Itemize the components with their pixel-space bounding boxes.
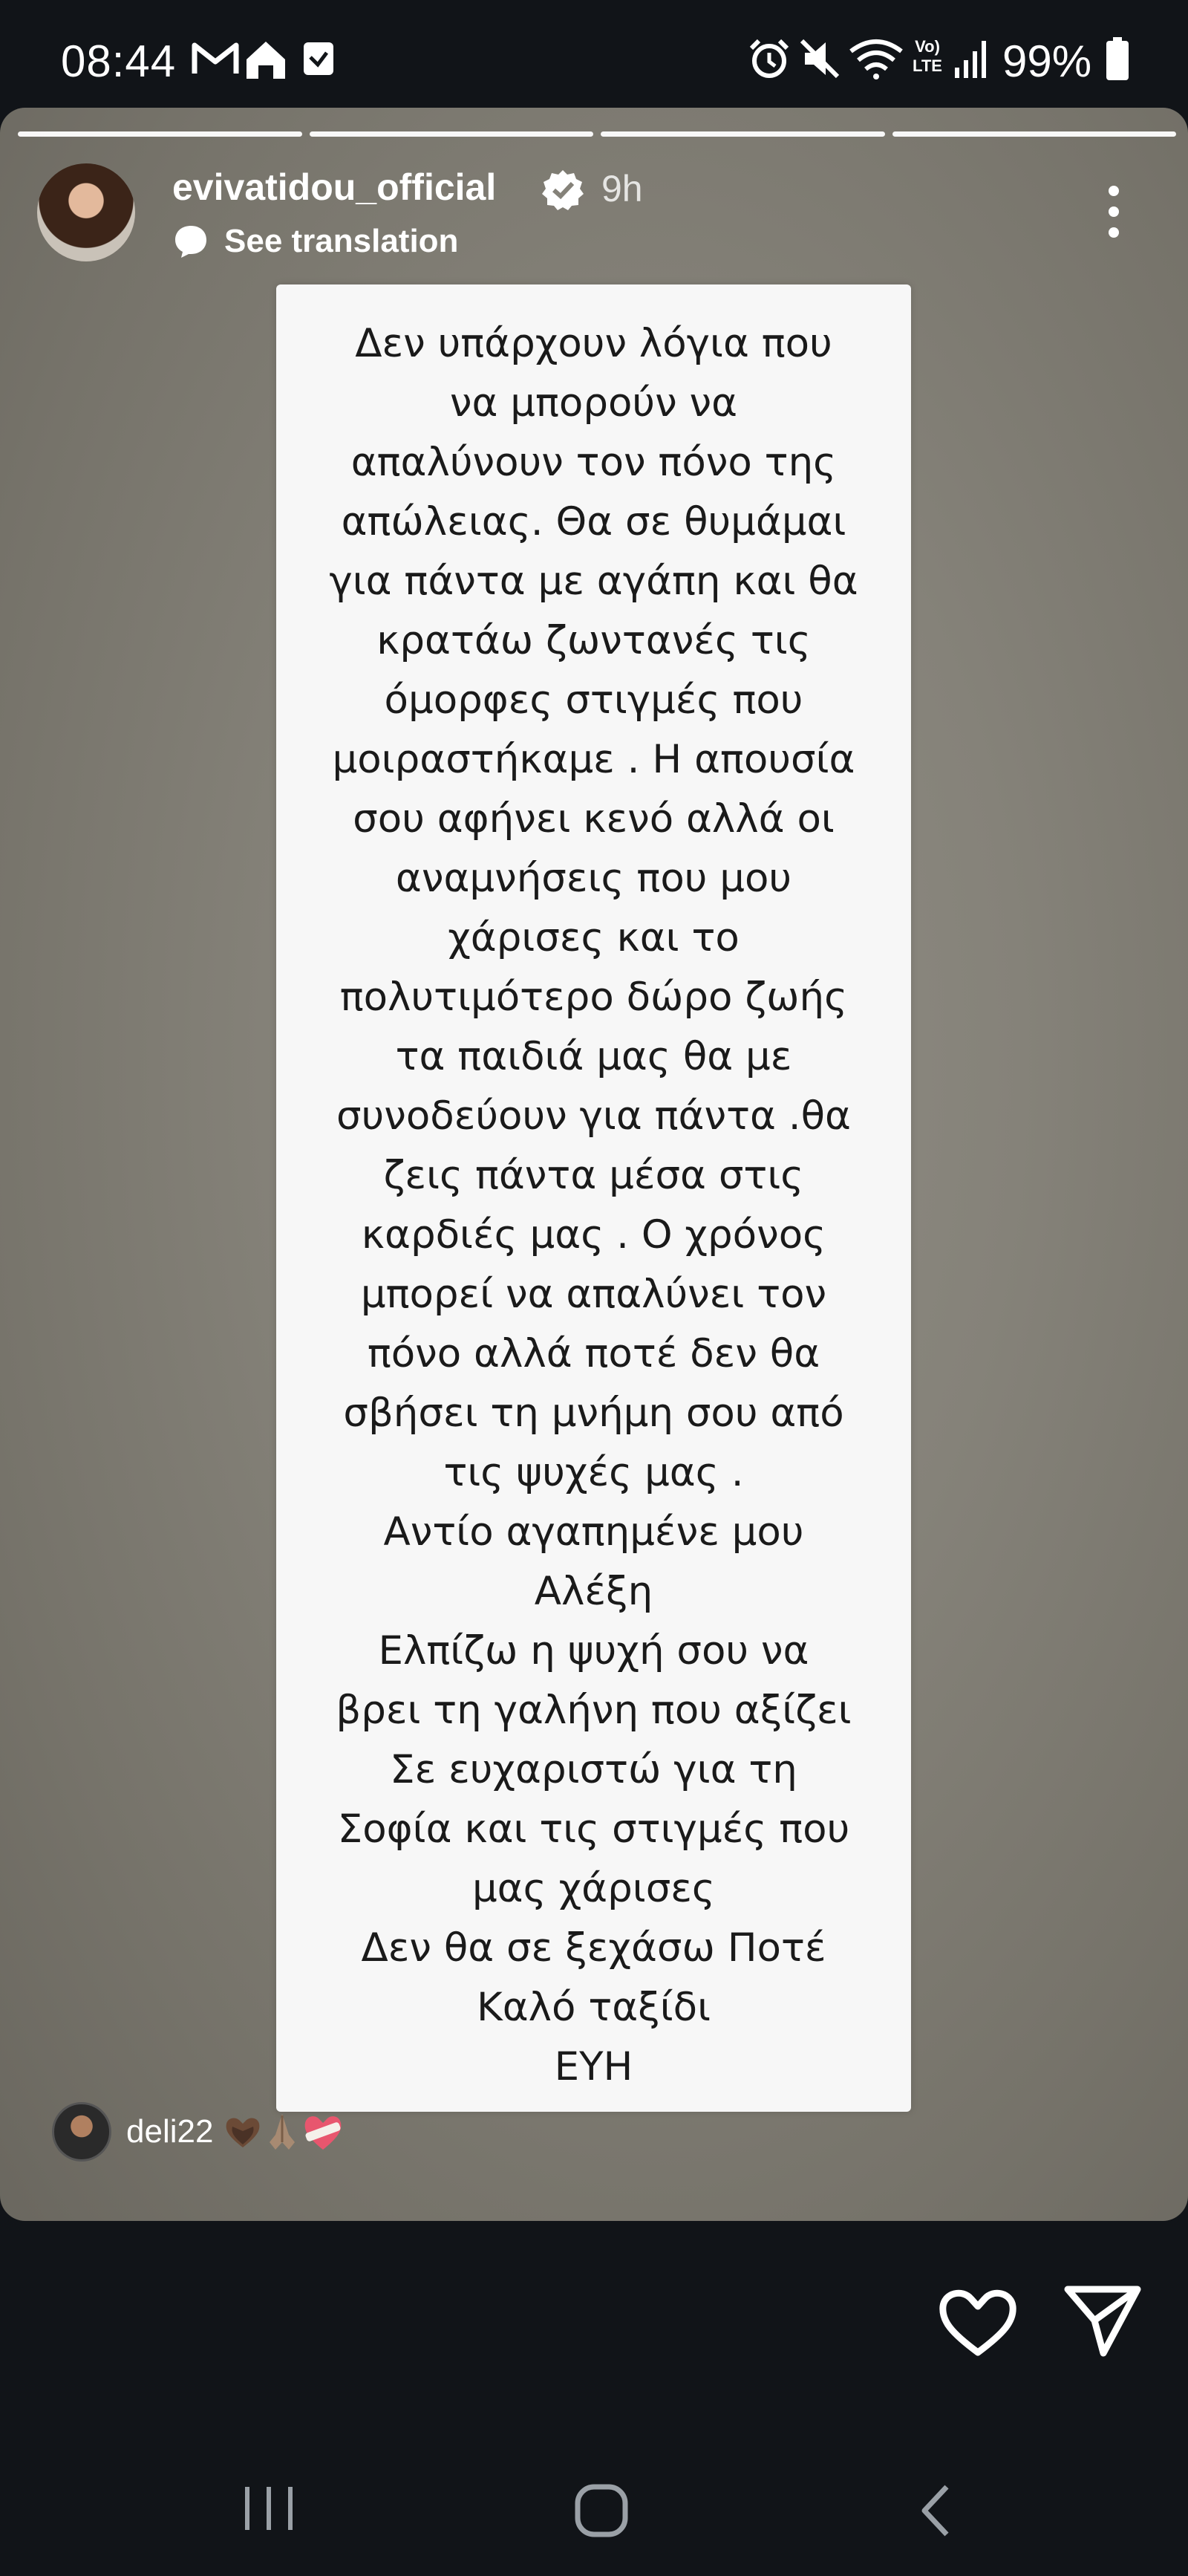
mending-heart-emoji	[302, 2112, 344, 2151]
note-line: Σε ευχαριστώ για τη	[390, 1747, 797, 1792]
more-options-icon[interactable]	[1099, 182, 1129, 241]
note-line: Δεν υπάρχουν λόγια που	[355, 321, 832, 366]
note-line: βρει τη γαλήνη που αξίζει	[336, 1688, 852, 1733]
note-line: απαλύνουν τον πόνο της	[350, 440, 837, 485]
mention-tag[interactable]	[52, 2102, 344, 2162]
progress-segment	[892, 131, 1177, 137]
note-line: μπορεί να απαλύνει τον	[360, 1272, 827, 1317]
note-line: τα παιδιά μας θα με	[395, 1034, 792, 1079]
like-heart-icon[interactable]	[937, 2284, 1019, 2358]
story-progress	[18, 131, 1176, 137]
note-line: σβήσει τη μνήμη σου από	[343, 1391, 844, 1436]
note-line: Καλό ταξίδι	[476, 1985, 711, 2030]
progress-segment	[18, 131, 302, 137]
heart-hands-emoji	[223, 2115, 262, 2149]
download-icon	[303, 37, 334, 80]
note-line: κρατάω ζωντανές τις	[376, 618, 811, 663]
status-bar	[0, 0, 1188, 104]
battery-icon	[1106, 37, 1129, 80]
story-note-card	[276, 284, 911, 2112]
status-time: 08:44	[61, 36, 177, 86]
story-username[interactable]: evivatidou_official	[172, 166, 497, 208]
story-time-ago: 9h	[601, 168, 643, 209]
signal-icon	[953, 37, 992, 80]
note-line: σου αφήνει κενό αλλά οι	[353, 796, 835, 842]
verified-badge-icon	[542, 169, 584, 210]
back-button[interactable]	[910, 2481, 962, 2540]
avatar[interactable]	[37, 163, 135, 261]
volte-bottom: LTE	[913, 56, 942, 75]
speech-bubble-icon	[172, 223, 209, 260]
mention-username: deli22	[126, 2113, 214, 2150]
system-nav-bar	[0, 2451, 1188, 2576]
note-line: συνοδεύουν για πάντα .θα	[336, 1093, 851, 1139]
note-line: για πάντα με αγάπη και θα	[329, 559, 858, 604]
gmail-icon	[192, 37, 239, 80]
home-button[interactable]	[572, 2481, 631, 2540]
folded-hands-emoji	[265, 2112, 299, 2151]
volte-top: Vo)	[915, 37, 940, 56]
volte-icon	[909, 37, 946, 80]
note-line: Αλέξη	[534, 1569, 653, 1614]
recents-button[interactable]	[239, 2482, 298, 2534]
note-line: απώλειας. Θα σε θυμάμαι	[341, 499, 846, 544]
note-line: χάρισες και το	[448, 915, 740, 960]
note-line: μας χάρισες	[471, 1866, 716, 1911]
progress-segment	[601, 131, 885, 137]
mention-avatar	[52, 2102, 111, 2162]
note-line: να μπορούν να	[449, 380, 738, 426]
home-icon	[244, 37, 288, 80]
note-line: αναμνήσεις που μου	[395, 856, 792, 901]
note-line: πόνο αλλά ποτέ δεν θα	[367, 1331, 820, 1376]
send-icon[interactable]	[1062, 2279, 1143, 2361]
note-line: Δεν θα σε ξεχάσω Ποτέ	[361, 1925, 826, 1971]
battery-percent: 99%	[1002, 36, 1092, 86]
note-text	[276, 284, 911, 2097]
see-translation-label: See translation	[224, 223, 459, 259]
note-line: ζεις πάντα μέσα στις	[383, 1153, 804, 1198]
story-viewer[interactable]	[0, 108, 1188, 2221]
note-line: Ελπίζω η ψυχή σου να	[378, 1628, 809, 1674]
wifi-icon	[848, 37, 904, 80]
note-line: τις ψυχές μας .	[443, 1450, 744, 1495]
note-line: Αντίο αγαπημένε μου	[383, 1509, 804, 1555]
note-line: ΕΥΗ	[554, 2044, 633, 2089]
mute-icon	[799, 37, 841, 80]
note-line: καρδιές μας . Ο χρόνος	[361, 1212, 826, 1258]
alarm-icon	[748, 37, 790, 80]
note-line: όμορφες στιγμές που	[384, 677, 803, 723]
note-line: πολυτιμότερο δώρο ζωής	[339, 975, 848, 1020]
progress-segment	[310, 131, 594, 137]
mention-emojis	[223, 2112, 344, 2151]
note-line: μοιραστήκαμε . Η απουσία	[332, 737, 855, 782]
note-line: Σοφία και τις στιγμές που	[337, 1806, 850, 1852]
see-translation-button[interactable]	[172, 221, 458, 262]
